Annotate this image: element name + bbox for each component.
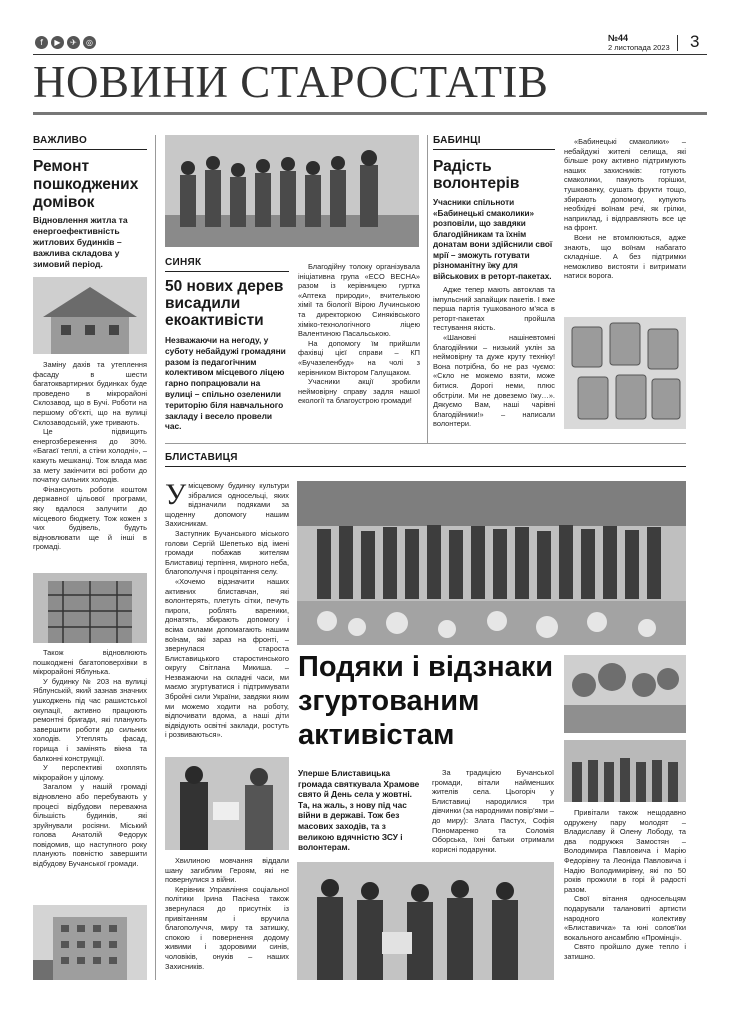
lead-awards: Уперше Блиставицька громада святкувала Храмове свято й День села у жовтні. Та, на жаль, з нову під час війни в державі. Тож без масових заходів, та з великою вдячністю ЗСУ і волонтерам. (298, 768, 420, 853)
headline-awards: Подяки і відзнаки згуртованим активістам (298, 651, 554, 751)
rubric: БАБИНЦІ (433, 135, 555, 150)
photo-choir (564, 740, 686, 802)
article-volunteers-body (433, 285, 555, 429)
article-trees-body (298, 262, 420, 406)
rubric: ВАЖЛИВО (33, 135, 147, 150)
photo-tree-planting (165, 135, 419, 247)
lead: Незважаючи на негоду, у суботу небайдужі громадяни разом із педагогічним колективом місцевого ліцею гарно попрацювали на вулиці – спільно озеленили територію біля навчального закладу і весело провели час. (165, 335, 286, 432)
instagram-icon: ◎ (83, 36, 96, 49)
photo-honored-couples (297, 862, 554, 980)
article-repair-body-2 (33, 648, 147, 869)
issue-number: №44 (608, 33, 629, 43)
title-rule (33, 112, 707, 115)
article-repair (33, 135, 147, 269)
youtube-icon: ▶ (51, 36, 64, 49)
paragraph: Це підвищить енергозбереження до 30%. «Багаєї теплі, а стіни холодні», – кажуть мешканці. Тож влада має за мету закінчити всі роботи до початку сильних холодів. (33, 427, 147, 485)
paragraph: Адже тепер мають автоклав та імпульсний запайщик пакетів. І вже перша партія тушкованого м’яса в реторт-пакетах пройшла тестування якість. (433, 285, 555, 333)
photo-scaffolding (33, 573, 147, 643)
top-rule (33, 54, 707, 55)
photo-award-handover (165, 757, 289, 850)
paragraph: Свято пройшло дуже тепло і затишно. (564, 942, 686, 961)
paragraph: Учасники акції зробили неймовірну справу задля нашої екології та благоустрою громади! (298, 377, 420, 406)
article-awards-body-4 (564, 808, 686, 962)
headline: 50 нових дерев висадили екоактивісти (165, 278, 284, 329)
paragraph: місцевому будинку культури зібралися односельці, яких відзначили подяками за щоденну допомогу нашим Захисникам. (165, 481, 289, 529)
photo-retort-packets (564, 317, 686, 429)
page-number: 3 (690, 32, 700, 51)
paragraph: Фінансують роботи коштом державної цільової програми, яку вдалося залучити до місцевого бюджету. Тож кожен з чих будівель, будуть відновлювати ще й інші в громаді. (33, 484, 147, 552)
paragraph: «Хочемо відзначити наших активних блиставчан, які волонтерять, плетуть сітки, печуть пироги, роблять вареники, донатять, збирають допомогу і всіма силами допомагають нашим воїнам, які зараз на фронті, – звернулася староста Блиставицького старостинського округу Світлана Микиша. – Незважаючи на складні часи, ми маємо згуртуватися і підтримувати Збройні сили України, завдяки яким ми можемо ходити на роботу, відпочивати вдома, а наші діти відвідують освітні заклади, ростуть і розвиваються». (165, 576, 289, 740)
paragraph: За традицією Бучанської громади, вітали найменших жителів села. Цьогоріч у Блиставиці народилися три дівчинки (за народними повір’ями – до миру): Злата Пастух, Софія Пономаренко та Соломія Оборська, їхні батьки отримали корисні подарунки. (432, 768, 554, 854)
article-awards-body-2 (432, 768, 554, 854)
rubric: БЛИСТАВИЦЯ (165, 452, 686, 467)
paragraph: Благодійну толоку організувала ініціативна група «ECO ВЕСНА» разом із керівницею гуртка «Аптека природи», вчителькою хімії та біології Вірою Лучинською та директоркою Синяківського хіміко-технологічного ліцею Валентиною Пасальською. (298, 262, 420, 339)
telegram-icon: ✈ (67, 36, 80, 49)
lead: Відновлення житла та енергоефективність житлових будинків – важлива складова у зимовий період. (33, 215, 128, 269)
column-divider (155, 135, 156, 980)
article-awards-rubric-wrap (165, 452, 686, 467)
paragraph: Хвилиною мовчання віддали шану загиблим Героям, які не повернулися з війни. (165, 856, 289, 885)
photo-stage-group (297, 481, 686, 645)
article-volunteers (433, 135, 555, 282)
paragraph: Вони не втомлюються, адже знають, що воїнам набагато складніше. А без підтримки неможливо вистояти і витримати натиск ворога. (564, 232, 686, 281)
issue-date: 2 листопада 2023 (608, 43, 670, 52)
article-repair-body (33, 360, 147, 552)
section-rule (165, 443, 686, 444)
article-awards-body (165, 478, 289, 740)
paragraph: Привітали також нещодавно одружену пару молодят – Владиславу й Олену Лободу, та два подружжя Замостян – Володимира Павловича і Марію Федорівну та Леоніда Павловича і Надію Володимирівну, які по 50 років прожили в горі й радості разом. (564, 808, 686, 894)
headline: Ремонт пошкоджених домівок (33, 158, 139, 211)
paragraph: Керівник Управління соціальної політики Ірина Пасічна також звернулася до присутніх із привітанням і вручила благополуччя, миру та затишку, спокою і повернення додому живими і здоровими синів, чоловіків, онуків – наших Захисників. (165, 884, 289, 971)
paragraph: Заміну дахів та утеплення фасаду в шести багатоквартирних будинках буде проведено в мікрорайоні Склозавод, що в Бучі. Роботи на першому об’єкті, що на вулиці Склозаводській, уже тривають. (33, 360, 147, 427)
paragraph: Загалом у нашій громаді відновлено або перебувають у процесі відбудови переважна більшість будинків, які зруйнували росіяни. Міський голова Анатолій Федорук повідомив, що наступного року планують повністю завершити відбудову Бучанської громади. (33, 782, 147, 869)
lead: Учасники спільноти «Бабинецькі смаколики» розповіли, що завдяки благодійникам та їхнім донатам вони здійснили свої мрії – зможуть готувати різноманітну їжу для військових в реторт-пакетах. (433, 198, 553, 281)
paragraph: У перспективі охоплять мікрорайон у цілому. (33, 763, 147, 782)
headline: Радість волонтерів (433, 158, 520, 192)
social-icons (35, 36, 96, 49)
paragraph: Заступник Бучанського міського голови Сергій Шепетько від імені громади побажав жителям Блиставиці терпіння, мирного неба, благополуччя і процвітання селу. (165, 528, 289, 577)
article-volunteers-body-2 (564, 137, 686, 281)
photo-flowers-gifts (564, 655, 686, 733)
drop-cap: У (165, 478, 187, 511)
page-title: НОВИНИ СТАРОСТАТІВ (33, 57, 549, 107)
facebook-icon: f (35, 36, 48, 49)
paragraph: У будинку № 203 на вулиці Яблунській, який зазнав значних ушкоджень під час рашистської окупації, активно працюють ремонтні бригади, які планують завершити роботи до сильних холодів. Утеплять фасад, горища і замінять вікна та балконні конструкції. (33, 676, 147, 763)
paragraph: На допомогу їм прийшли фахівці цієї справи – КП «Бучазеленбуд» на чолі з керівником Віктором Галущаком. (298, 338, 420, 377)
paragraph: «Шановні нашіневтомні благодійники – низький уклін за неймовірну та дуже круту техніку! Вона потрібна, бо не раз чуємо: «Скло не можемо взяти, може битися. Дорогі неми, плюс обстріли. Ми не довеземо їжу…». Дякуємо Вам, наші чарівні благодійники!» – написали волонтери. (433, 332, 555, 429)
paragraph: «Бабинецькі смаколики» – небайдужі жителі селища, які більше року активно підтримують наших захисників: готують смаколики, пакують горішки, тушкованку, сушать фрукти тощо, збирають допомогу, купують необхідні воїнам речі, як грілки, наприклад, і відправляють все це на фронт. (564, 137, 686, 233)
rubric: СИНЯК (165, 257, 289, 272)
article-trees (165, 257, 289, 432)
photo-apartment-block (33, 905, 147, 980)
paragraph: Свої вітання односельцям подарували талановиті артисти народного колективу «Блиставичка» та юні солов’їки вокального ансамблю «Промінці». (564, 894, 686, 942)
page-separator (677, 35, 678, 51)
photo-house-roof (33, 277, 147, 354)
article-awards-body-3 (165, 856, 289, 971)
paragraph: Також відновлюють пошкоджені багатоповерхівки в мікрорайоні Яблунька. (33, 648, 147, 677)
column-divider (427, 135, 428, 443)
